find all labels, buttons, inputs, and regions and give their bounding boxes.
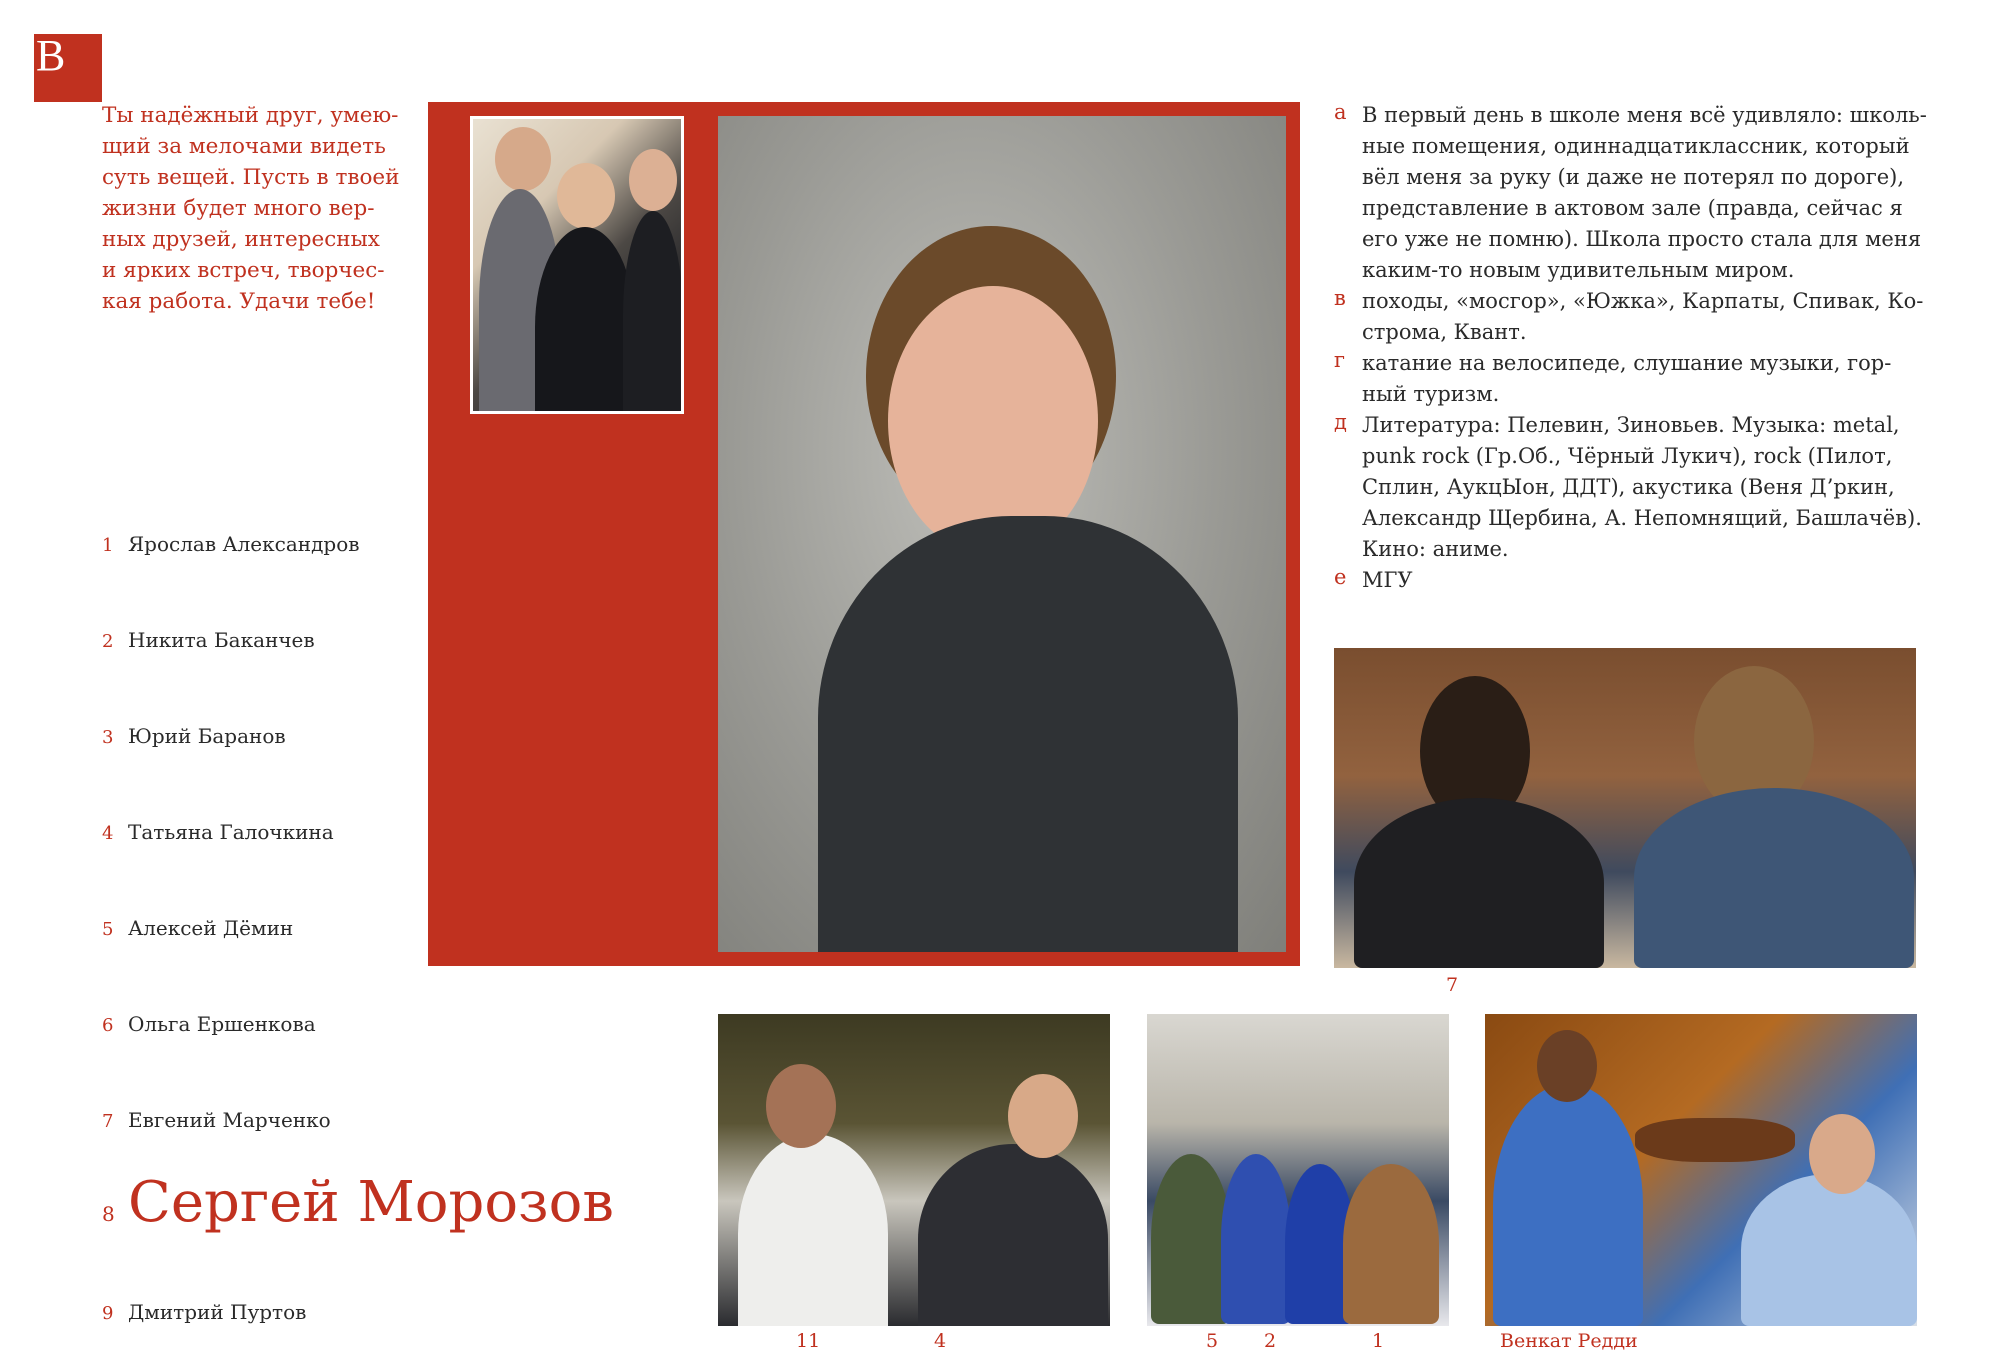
roster-number: 5 (102, 919, 114, 940)
roster-number: 7 (102, 1111, 114, 1132)
wish-line: и ярких встреч, творчес- (102, 258, 385, 283)
current-student-name: Сергей Морозов (128, 1170, 614, 1235)
roster-item (102, 1012, 316, 1036)
violin-photo (1485, 1014, 1917, 1326)
roster-number: 6 (102, 1015, 114, 1036)
roster-item-current (102, 1170, 614, 1235)
person-figure (738, 1134, 888, 1326)
answer-text (1362, 100, 1927, 286)
answer-line: катание на велосипеде, слушание музыки, гор- (1362, 351, 1892, 375)
roster-number: 9 (102, 1303, 114, 1324)
child-figure (623, 211, 683, 414)
photo-caption: 4 (934, 1330, 947, 1352)
answer-line: его уже не помню). Школа просто стала для меня (1362, 227, 1922, 251)
childhood-photo (470, 116, 684, 414)
person-figure (1493, 1084, 1643, 1326)
child-head (557, 163, 615, 229)
photo-caption: 7 (1446, 974, 1459, 996)
child-figure (535, 227, 635, 414)
roster-number: 3 (102, 727, 114, 748)
roster-name: Юрий Баранов (128, 724, 286, 748)
wish-line: ных друзей, интересных (102, 227, 380, 252)
answer-letter: е (1334, 565, 1347, 589)
photo-caption: 11 (796, 1330, 821, 1352)
roster-name: Татьяна Галочкина (128, 820, 334, 844)
wish-line: суть вещей. Пусть в твоей (102, 165, 400, 190)
person-figure (918, 1144, 1108, 1326)
person-figure (1221, 1154, 1291, 1324)
classroom-photo (1334, 648, 1916, 968)
person-figure (1741, 1174, 1917, 1326)
photo-caption: 1 (1372, 1330, 1385, 1352)
roster-name: Никита Баканчев (128, 628, 315, 652)
roster-item (102, 1108, 331, 1132)
wish-text (102, 100, 402, 317)
roster-item (102, 724, 286, 748)
face-shape (888, 286, 1098, 556)
roster-item (102, 820, 334, 844)
person-head (1809, 1114, 1875, 1194)
answer-line: Литература: Пелевин, Зиновьев. Музыка: metal, (1362, 413, 1900, 437)
section-letter-badge (34, 31, 102, 102)
student-figure (1634, 788, 1914, 968)
section-letter: В (36, 31, 66, 80)
wish-line: жизни будет много вер- (102, 196, 375, 221)
photo-caption: 2 (1264, 1330, 1277, 1352)
answer-letter: а (1334, 100, 1347, 124)
answer-line: строма, Квант. (1362, 320, 1527, 344)
person-figure (1151, 1154, 1231, 1324)
roster-name: Алексей Дёмин (128, 916, 294, 940)
answer-text (1362, 410, 1922, 565)
answer-line: Сплин, АукцЫон, ДДТ), акустика (Веня Д’ркин, (1362, 475, 1895, 499)
answer-letter: д (1334, 410, 1347, 434)
answer-line: ный туризм. (1362, 382, 1500, 406)
answer-line: МГУ (1362, 568, 1413, 592)
answer-letter: в (1334, 286, 1346, 310)
answer-text (1362, 348, 1891, 410)
roster-name: Ярослав Александров (128, 532, 360, 556)
answer-line: Александр Щербина, А. Непомнящий, Башлачёв). (1362, 506, 1922, 530)
roster-number: 4 (102, 823, 114, 844)
answer-line: Кино: аниме. (1362, 537, 1509, 561)
answer-line: каким-то новым удивительным миром. (1362, 258, 1795, 282)
forest-photo (718, 1014, 1110, 1326)
person-head (766, 1064, 836, 1148)
roster-number: 1 (102, 535, 114, 556)
answer-line: представление в актовом зале (правда, сейчас я (1362, 196, 1903, 220)
roster-item (102, 1300, 306, 1324)
main-portrait-photo (718, 116, 1286, 952)
violin-shape (1635, 1118, 1795, 1162)
person-figure (1343, 1164, 1439, 1324)
roster-name: Евгений Марченко (128, 1108, 331, 1132)
child-head (495, 127, 551, 191)
roster-item (102, 628, 315, 652)
roster-name: Ольга Ершенкова (128, 1012, 316, 1036)
wish-line: щий за мелочами видеть (102, 134, 386, 159)
answer-line: punk rock (Гр.Об., Чёрный Лукич), rock (Пилот, (1362, 444, 1893, 468)
roster-name: Дмитрий Пуртов (128, 1300, 307, 1324)
roster-number: 2 (102, 631, 114, 652)
winter-group-photo (1147, 1014, 1449, 1326)
shirt-shape (818, 516, 1238, 952)
answer-line: вёл меня за руку (и даже не потерял по дороге), (1362, 165, 1905, 189)
answer-line: В первый день в школе меня всё удивляло: школь- (1362, 103, 1927, 127)
roster-item (102, 916, 293, 940)
child-head (629, 149, 677, 211)
answer-line: походы, «мосгор», «Южка», Карпаты, Спивак, Ко- (1362, 289, 1924, 313)
roster-number: 8 (102, 1202, 115, 1226)
answer-line: ные помещения, одиннадцатиклассник, который (1362, 134, 1910, 158)
answer-letter: г (1334, 348, 1346, 372)
photo-caption: 5 (1206, 1330, 1219, 1352)
person-head (1008, 1074, 1078, 1158)
wish-line: кая работа. Удачи тебе! (102, 289, 376, 314)
wish-line: Ты надёжный друг, умею- (102, 103, 399, 128)
answer-text (1362, 565, 1413, 596)
student-figure (1354, 798, 1604, 968)
answer-text (1362, 286, 1923, 348)
roster-item (102, 532, 360, 556)
photo-caption: Венкат Редди (1500, 1330, 1638, 1352)
person-head (1537, 1030, 1597, 1102)
